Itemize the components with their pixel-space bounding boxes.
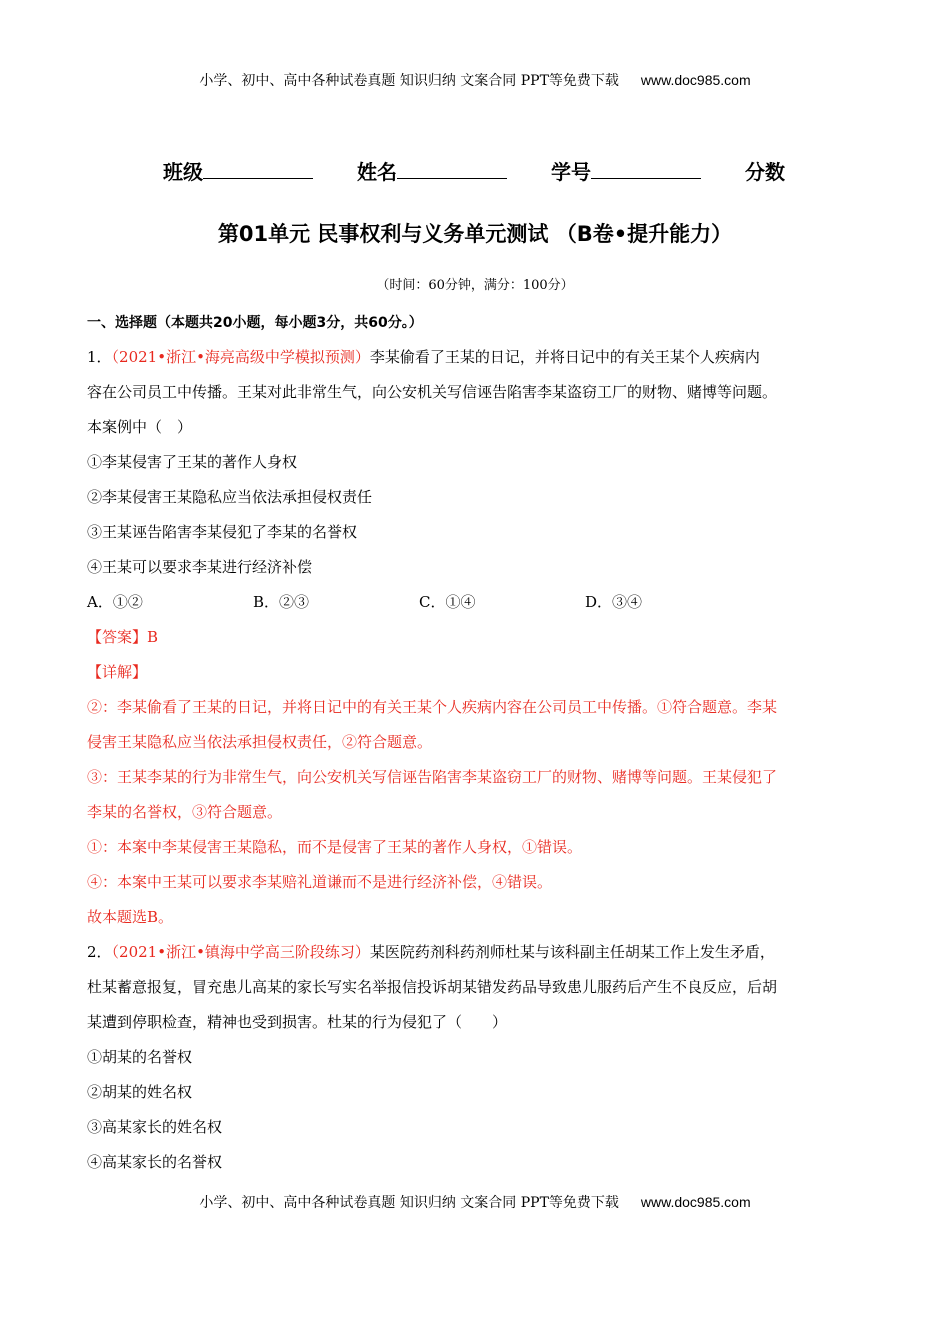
class-label: 班级 (163, 160, 203, 184)
page-header (0, 70, 950, 90)
q1-explain-line: ④：本案中王某可以要求李某赔礼道谦而不是进行经济补偿，④错误。 (87, 873, 553, 891)
header-text: 小学、初中、高中各种试卷真题 知识归纳 文案合同 PPT等免费下载 (199, 73, 619, 89)
id-blank[interactable] (591, 158, 701, 179)
q1-detail-label: 【详解】 (87, 663, 148, 681)
q1-answer: 【答案】B (87, 628, 159, 646)
q2-stem-line2: 杜某蓄意报复，冒充患儿高某的家长写实名举报信投诉胡某错发药品导致患儿服药后产生不良反应，后胡 (87, 978, 778, 996)
name-label: 姓名 (357, 160, 397, 184)
q1-stem-line2: 容在公司员工中传播。王某对此非常生气，向公安机关写信诬告陷害李某盗窃工厂的财物、赌博等问题。 (87, 383, 778, 401)
q1-explain-line: ③：王某李某的行为非常生气，向公安机关写信诬告陷害李某盗窃工厂的财物、赌博等问题。王某侵犯了 (87, 768, 778, 786)
name-blank[interactable] (397, 158, 507, 179)
page-title: 第01单元 民事权利与义务单元测试 （B卷•提升能力） (217, 222, 733, 246)
class-blank[interactable] (203, 158, 313, 179)
q1-explain-line: ①：本案中李某侵害王某隐私，而不是侵害了王某的著作人身权，①错误。 (87, 838, 583, 856)
option-a[interactable]: A．①② (87, 593, 143, 611)
page-footer (0, 1192, 950, 1212)
exam-info: （时间：60分钟，满分：100分） (376, 278, 574, 293)
q2-item: ②胡某的姓名权 (87, 1083, 193, 1101)
footer-url[interactable]: www.doc985.com (640, 1194, 751, 1210)
option-d[interactable]: D．③④ (585, 593, 643, 611)
q1-item: ④王某可以要求李某进行经济补偿 (87, 558, 313, 576)
option-c[interactable]: C．①④ (419, 593, 476, 611)
q1-item: ②李某侵害王某隐私应当依法承担侵权责任 (87, 488, 373, 506)
q2-stem-line3: 某遭到停职检查，精神也受到损害。杜某的行为侵犯了（ ） (87, 1013, 508, 1031)
q1-stem-line1: 1．（2021•浙江•海亮高级中学模拟预测）李某偷看了王某的日记，并将日记中的有关王某个人疾病内 (87, 348, 760, 366)
q1-explain-line: ②：李某偷看了王某的日记，并将日记中的有关王某个人疾病内容在公司员工中传播。①符合题意。李某 (87, 698, 778, 716)
q2-stem-line1: 2．（2021•浙江•镇海中学高三阶段练习）某医院药剂科药剂师杜某与该科副主任胡某工作上发生矛盾， (87, 943, 775, 961)
section-heading: 一、选择题（本题共20小题，每小题3分，共60分。） (87, 315, 423, 331)
q1-item: ③王某诬告陷害李某侵犯了李某的名誉权 (87, 523, 358, 541)
header-url[interactable]: www.doc985.com (640, 72, 751, 88)
questions (87, 340, 867, 1180)
student-info-fields (163, 156, 863, 185)
q1-item: ①李某侵害了王某的著作人身权 (87, 453, 298, 471)
q2-item: ③高某家长的姓名权 (87, 1118, 223, 1136)
score-label: 分数 (745, 160, 785, 184)
footer-text: 小学、初中、高中各种试卷真题 知识归纳 文案合同 PPT等免费下载 (199, 1195, 619, 1211)
q2-item: ④高某家长的名誉权 (87, 1153, 223, 1171)
option-b[interactable]: B．②③ (253, 593, 310, 611)
q1-conclusion: 故本题选B。 (87, 908, 174, 926)
q2-item: ①胡某的名誉权 (87, 1048, 193, 1066)
q1-explain-line: 李某的名誉权，③符合题意。 (87, 803, 283, 821)
q1-explain-line: 侵害王某隐私应当依法承担侵权责任，②符合题意。 (87, 733, 433, 751)
q2-source: （2021•浙江•镇海中学高三阶段练习） (111, 943, 370, 961)
id-label: 学号 (551, 160, 591, 184)
q1-source: （2021•浙江•海亮高级中学模拟预测） (111, 348, 370, 366)
q1-stem-line3: 本案例中（ ） (87, 418, 193, 436)
q1-options (87, 585, 867, 620)
